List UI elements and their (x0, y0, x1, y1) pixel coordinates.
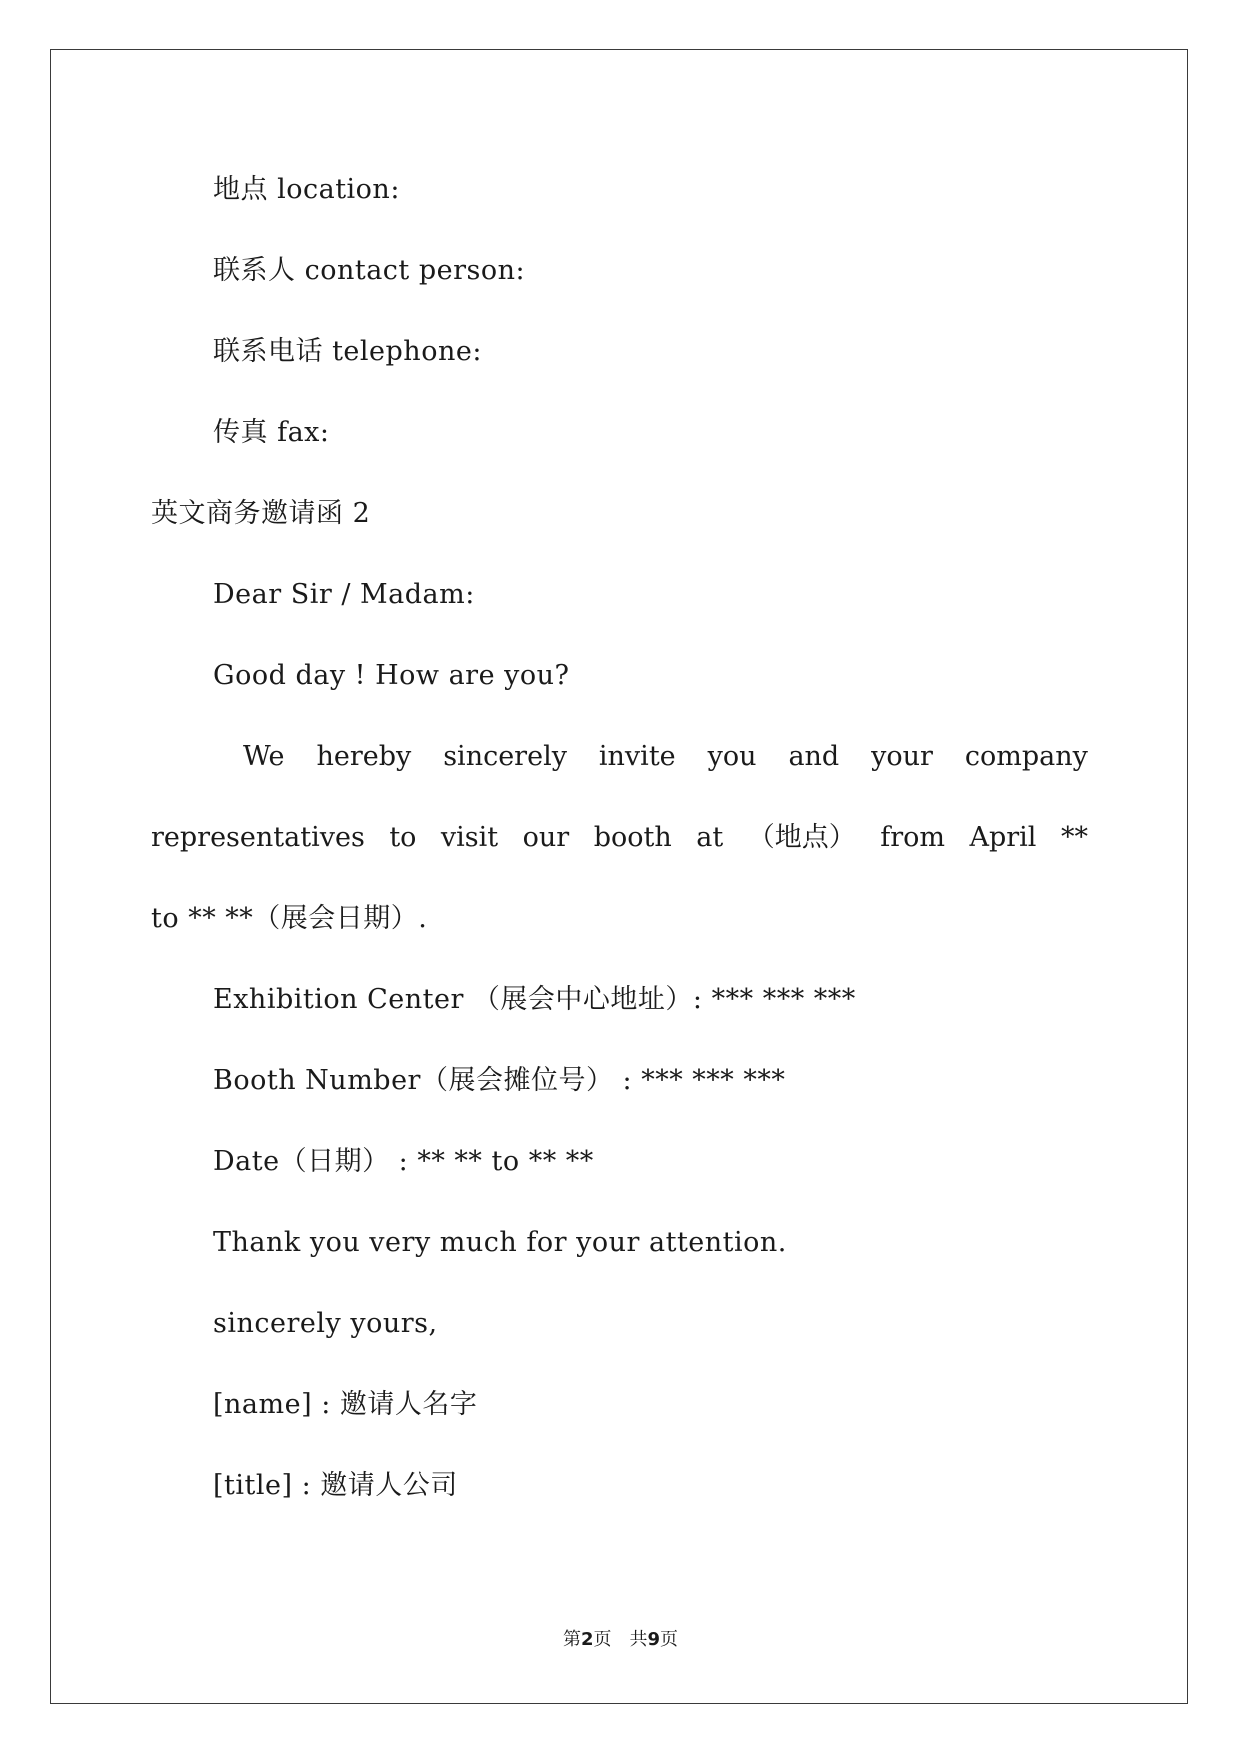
word: sincerely (443, 741, 567, 772)
word: invite (598, 741, 676, 772)
telephone-line: 联系电话 telephone: (213, 336, 482, 367)
word: company (964, 741, 1088, 772)
greeting-line: Dear Sir / Madam: (213, 579, 475, 610)
footer-total-prefix: 共 (629, 1629, 648, 1650)
contact-person-line: 联系人 contact person: (213, 255, 526, 286)
word: We (243, 741, 285, 772)
word: your (871, 741, 933, 772)
word: to (389, 822, 417, 853)
word: booth (593, 822, 672, 853)
good-day-line: Good day ! How are you? (213, 660, 570, 691)
page-border (50, 49, 1188, 1704)
word: visit (440, 822, 499, 853)
word: ** (1060, 822, 1088, 853)
word: April (969, 822, 1037, 853)
word: from (880, 822, 945, 853)
footer-page-suffix: 页 (593, 1629, 612, 1650)
footer-total-suffix: 页 (660, 1629, 679, 1650)
thanks-line: Thank you very much for your attention. (213, 1227, 787, 1258)
word: hereby (316, 741, 412, 772)
section-heading: 英文商务邀请函 2 (151, 498, 371, 529)
body-line-2 (151, 820, 1088, 856)
exhibition-center-line: Exhibition Center （展会中心地址）: *** *** *** (213, 984, 856, 1015)
body-line-1 (243, 739, 1088, 775)
total-pages: 9 (647, 1629, 661, 1650)
location-line: 地点 location: (213, 174, 400, 205)
page-footer (0, 1628, 1241, 1652)
word: representatives (151, 822, 365, 853)
body-line-3: to ** **（展会日期）. (151, 903, 428, 934)
footer-prefix: 第 (562, 1629, 581, 1650)
word: at (696, 822, 724, 853)
closing-line: sincerely yours, (213, 1308, 438, 1339)
word: you (707, 741, 757, 772)
word: our (522, 822, 570, 853)
name-line: [name] : 邀请人名字 (213, 1389, 478, 1420)
title-line: [title] : 邀请人公司 (213, 1470, 458, 1501)
booth-number-line: Booth Number（展会摊位号） : *** *** *** (213, 1065, 786, 1096)
page-number: 2 (580, 1629, 594, 1650)
fax-line: 传真 fax: (213, 417, 330, 448)
date-line: Date（日期） : ** ** to ** ** (213, 1146, 594, 1177)
word: （地点） (747, 822, 856, 853)
word: and (788, 741, 840, 772)
